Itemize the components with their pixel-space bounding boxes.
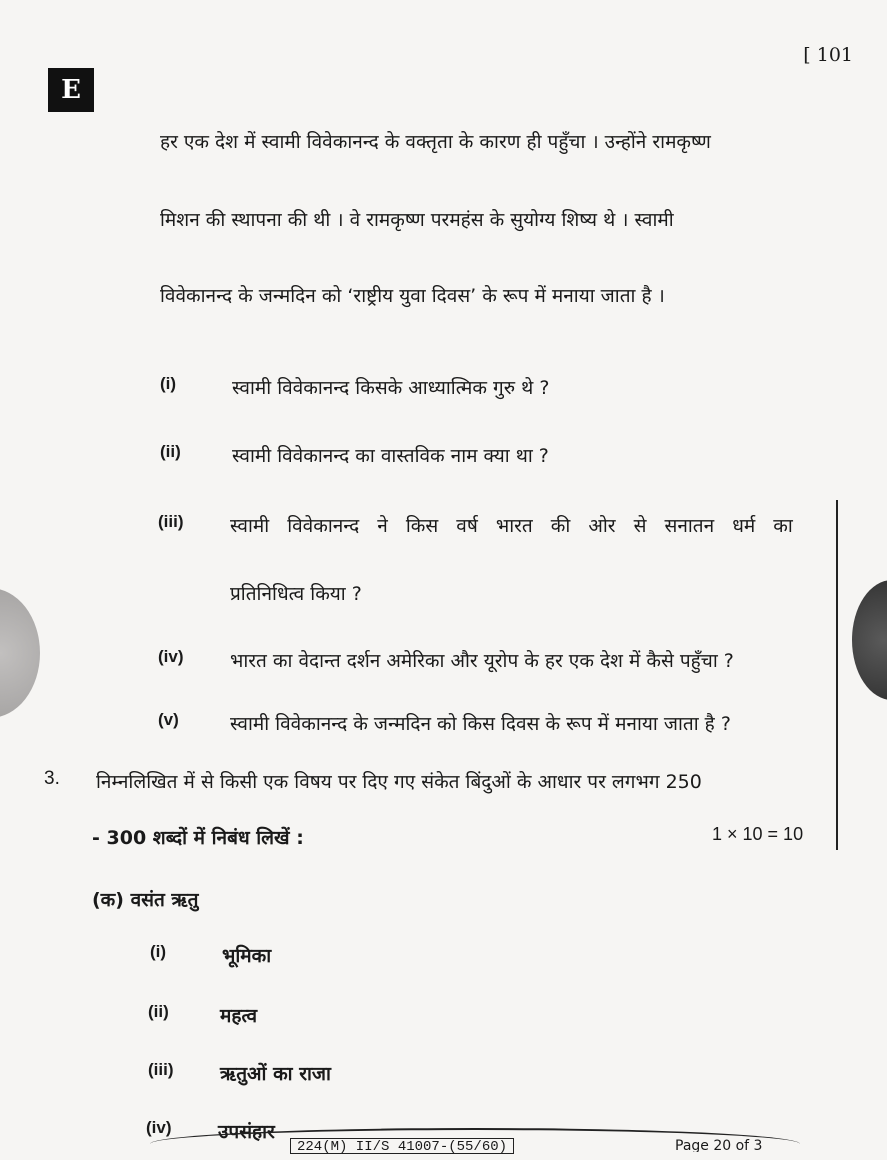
set-badge: E bbox=[48, 68, 94, 112]
question-number: (iii) bbox=[158, 512, 184, 531]
section-instruction-continued: - 300 शब्दों में निबंध लिखें : bbox=[92, 827, 304, 849]
question-text: स्वामी विवेकानन्द किसके आध्यात्मिक गुरु थे ? bbox=[232, 377, 550, 399]
question-text: भारत का वेदान्त दर्शन अमेरिका और यूरोप के हर एक देश में कैसे पहुँचा ? bbox=[230, 650, 734, 672]
point-number: (ii) bbox=[148, 1002, 169, 1021]
question-text: स्वामी विवेकानन्द ने किस वर्ष भारत की ओर से सनातन धर्म का bbox=[230, 515, 793, 537]
question-text: स्वामी विवेकानन्द का वास्तविक नाम क्या था ? bbox=[232, 445, 549, 467]
passage-line-1: हर एक देश में स्वामी विवेकानन्द के वक्तृता के कारण ही पहुँचा । उन्होंने रामकृष्ण bbox=[160, 131, 711, 153]
point-number: (iv) bbox=[146, 1118, 172, 1137]
footer-page: Page 20 of 3 bbox=[675, 1138, 763, 1152]
point-number: (iii) bbox=[148, 1060, 174, 1079]
point-text: उपसंहार bbox=[218, 1121, 275, 1143]
question-number: (i) bbox=[160, 374, 177, 393]
point-text: भूमिका bbox=[222, 945, 272, 967]
passage-line-3: विवेकानन्द के जन्मदिन को ‘राष्ट्रीय युवा दिवस’ के रूप में मनाया जाता है । bbox=[160, 285, 665, 307]
punch-hole-left bbox=[0, 588, 40, 718]
section-number: 3. bbox=[44, 768, 60, 789]
punch-hole-right bbox=[852, 580, 887, 700]
question-number: (v) bbox=[158, 710, 179, 729]
footer-code: 224(M) II/S 41007-(55/60) bbox=[290, 1138, 514, 1154]
essay-topic: (क) वसंत ऋतु bbox=[92, 889, 199, 911]
point-text: ऋतुओं का राजा bbox=[220, 1063, 331, 1085]
question-number: (ii) bbox=[160, 442, 181, 461]
marks-allocation: 1 × 10 = 10 bbox=[712, 824, 804, 844]
point-text: महत्व bbox=[220, 1005, 258, 1027]
page-number: [ 101 bbox=[803, 44, 853, 66]
question-3-continued: प्रतिनिधित्व किया ? bbox=[230, 583, 362, 605]
question-text: स्वामी विवेकानन्द के जन्मदिन को किस दिवस के रूप में मनाया जाता है ? bbox=[230, 713, 731, 735]
point-number: (i) bbox=[150, 942, 167, 961]
section-instruction: निम्नलिखित में से किसी एक विषय पर दिए गए संकेत बिंदुओं के आधार पर लगभग 250 bbox=[96, 771, 702, 793]
margin-line bbox=[836, 500, 838, 850]
passage-line-2: मिशन की स्थापना की थी । वे रामकृष्ण परमहंस के सुयोग्य शिष्य थे । स्वामी bbox=[160, 209, 674, 231]
question-number: (iv) bbox=[158, 647, 184, 666]
